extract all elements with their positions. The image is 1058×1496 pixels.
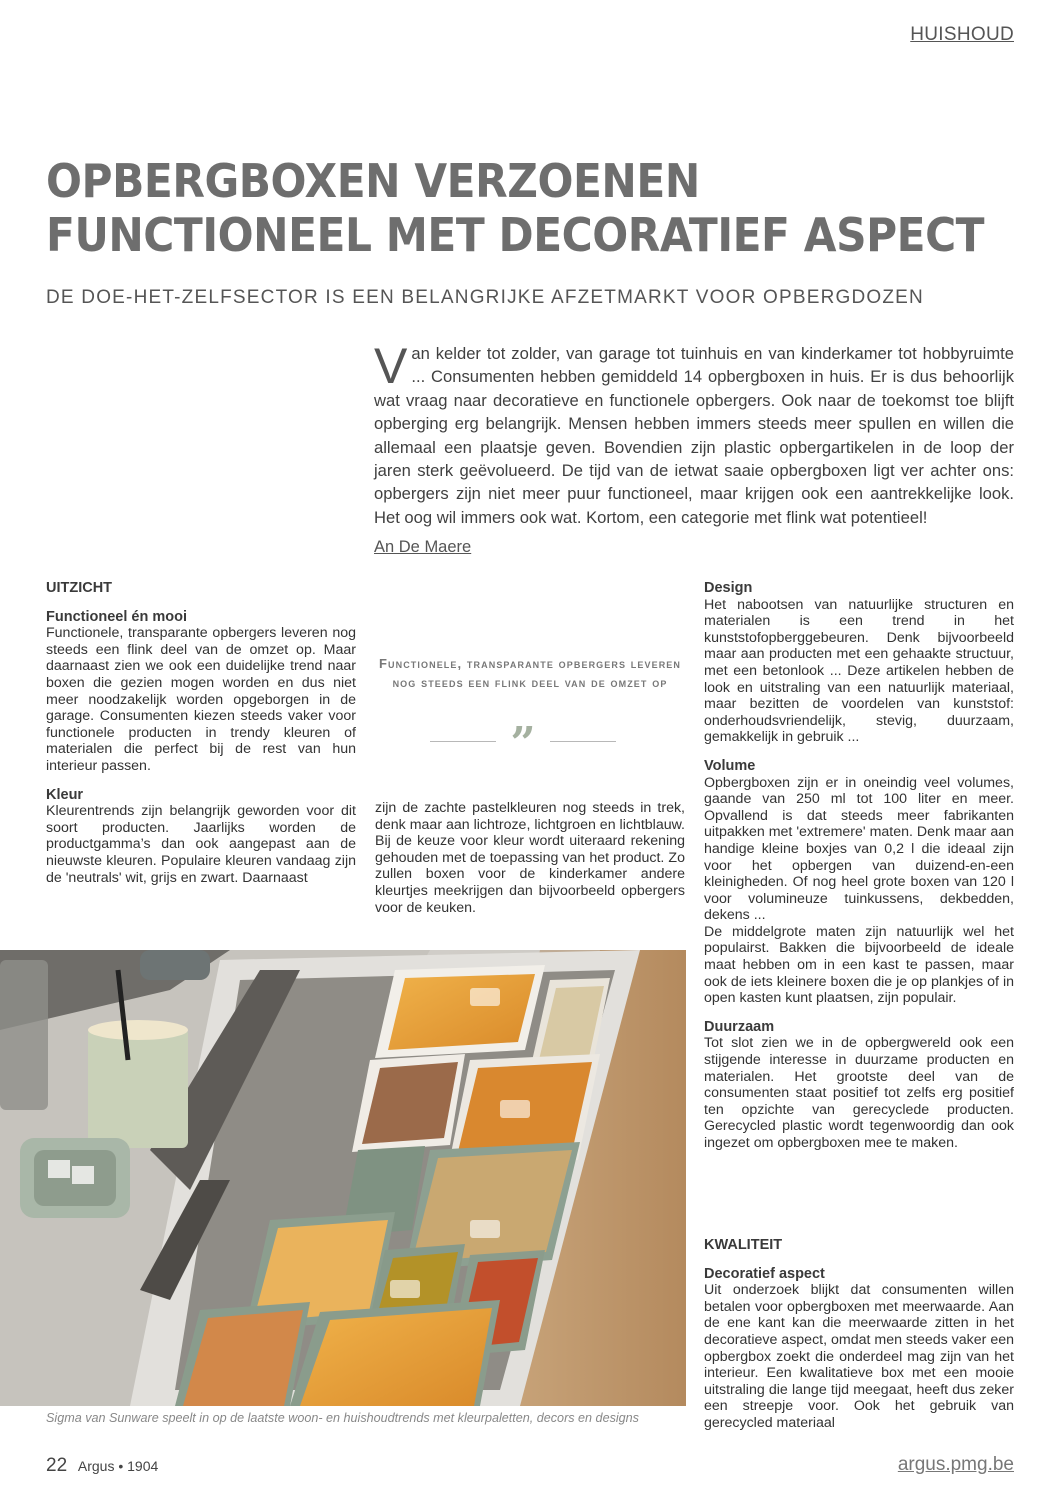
title-line-1: OPBERGBOXEN VERZOENEN xyxy=(46,154,700,208)
paragraph: Het nabootsen van natuurlijke structuren en materialen is een trend in het kunststofopberggebeuren. Denk bijvoorbeeld maar aan producten met een gehaakte structuur, met een betonlook ... Deze artikelen hebben de look en uitstraling van een natuurlijk materiaal, maar bezitten de voordelen van kunststof: onderhoudsvriendelijk, stevig, duurzaam, gemakkelijk in gebruik ... xyxy=(704,596,1014,746)
author-link[interactable]: An De Maere xyxy=(374,538,472,556)
subheading-design: Design xyxy=(704,580,753,596)
website-link[interactable]: argus.pmg.be xyxy=(897,1454,1014,1475)
subheading-volume: Volume xyxy=(704,757,756,774)
section-heading-kwaliteit: KWALITEIT xyxy=(704,1237,783,1253)
subheading-duurzaam: Duurzaam xyxy=(704,1018,775,1035)
footer-left xyxy=(46,1455,158,1477)
quote-mark-icon: ” xyxy=(510,718,536,769)
column-3 xyxy=(704,580,1014,1152)
subheading-kleur: Kleur xyxy=(46,786,84,803)
subheading-decoratief: Decoratief aspect xyxy=(704,1265,825,1282)
column-1 xyxy=(46,580,356,886)
photo-caption: Sigma van Sunware speelt in op de laatste woon- en huishoudtrends met kleurpaletten, decors en designs xyxy=(46,1411,639,1425)
section-heading-uitzicht: UITZICHT xyxy=(46,580,113,596)
photo-illustration xyxy=(0,950,686,1406)
paragraph: Tot slot zien we in de opbergwereld ook een stijgende interesse in duurzame producten en materialen. Het grootste deel van de consumenten staat positief tot zelfs erg positief ten opzichte van gerecyclede producten. Gerecycled plastic wordt tegenwoordig dan ook ingezet om opbergboxen mee te maken. xyxy=(704,1035,1014,1151)
divider xyxy=(430,741,496,742)
paragraph: Functionele, transparante opbergers leveren nog steeds een flink deel van de omzet op. Maar daarnaast zien we ook een duidelijke trend naar boxen die gezien mogen worden en dus niet meer noodzakelijk worden opgeborgen in de garage. Consumenten kiezen steeds vaker voor functionele producten in trendy kleuren of materialen die perfect bij de rest van hun interieur passen. xyxy=(46,625,356,774)
article-subtitle: DE DOE-HET-ZELFSECTOR IS EEN BELANGRIJKE AFZETMARKT VOOR OPBERGDOZEN xyxy=(46,287,924,308)
column-2 xyxy=(375,800,685,916)
intro-text: an kelder tot zolder, van garage tot tuinhuis en van kinderkamer tot hobbyruimte ... Consumenten hebben gemiddeld 14 opbergboxen in huis. Er is dus behoorlijk wat vraag naar decoratieve en functionele opbergers. Ook naar de toekomst toe blijft opberging erg belangrijk. Mensen hebben immers steeds meer spullen en willen die allemaal een plaatsje geven. Bovendien zijn plastic opbergartikelen in de loop der jaren sterk geëvolueerd. De tijd van de ietwat saaie opbergboxen ligt ver achter ons: opbergers zijn niet meer puur functioneel, maar krijgen ook een aantrekkelijke look. Het oog wil immers ook wat. Kortom, een categorie met flink wat potentieel! xyxy=(374,344,1014,527)
paragraph: zijn de zachte pastelkleuren nog steeds in trek, denk maar aan lichtroze, lichtgroen en lichtblauw. Bij de keuze voor kleur wordt uiteraard rekening gehouden met de toepassing van het product. Zo zullen boxen voor de kinderkamer andere kleurtjes meekrijgen dan bijvoorbeeld opbergers voor de keuken. xyxy=(375,800,685,916)
paragraph: Uit onderzoek blijkt dat consumenten willen betalen voor opbergboxen met meerwaarde. Aan de ene kant kan die meerwaarde zitten in het decoratieve aspect, omdat men steeds vaker een opbergbox zoekt die onderdeel mag zijn van het interieur. Een kwalitatieve box met een mooie uitstraling die lange tijd meegaat, heeft dus zeker een streepje voor. Ook het gebruik van gerecycled materiaal xyxy=(704,1282,1014,1431)
title-line-2: FUNCTIONEEL MET DECORATIEF ASPECT xyxy=(46,208,985,262)
magazine-issue: Argus • 1904 xyxy=(77,1458,159,1474)
paragraph: Opbergboxen zijn er in oneindig veel volumes, gaande van 250 ml tot 100 liter en meer. Opvallend is dat steeds meer fabrikanten uitpakken met 'extremere' maten. Denk maar aan handige kleine boxjes van 0,2 l die ideaal zijn voor het opbergen van duizend-en-een kleinigheden. Of nog heel grote boxen van 120 l voor volumineuze tuinkussens, dekbedden, dekens ... xyxy=(704,774,1014,924)
quote-ornament xyxy=(430,718,616,769)
paragraph: Kleurentrends zijn belangrijk geworden voor dit soort producten. Jaarlijks worden de productgamma’s dan ook aangepast aan de nieuwste kleuren. Populaire kleuren vandaag zijn de 'neutrals' wit, grijs en zwart. Daarnaast xyxy=(46,803,356,886)
page-number: 22 xyxy=(46,1455,68,1476)
paragraph: De middelgrote maten zijn natuurlijk wel het populairst. Bakken die bijvoorbeeld de ideale maat hebben om in een kast te passen, maar ook de iets kleinere boxen die je op plankjes of in open kasten kunt plaatsen, zijn populair. xyxy=(704,923,1014,1007)
section-tag[interactable]: HUISHOUD xyxy=(910,24,1014,45)
column-4 xyxy=(704,1237,1014,1432)
intro-paragraph xyxy=(374,338,1014,529)
drop-cap: V xyxy=(374,338,408,394)
pull-quote: Functionele, transparante opbergers leveren nog steeds een flink deel van de omzet op xyxy=(378,656,682,690)
divider xyxy=(550,741,616,742)
subheading-functioneel: Functioneel én mooi xyxy=(46,608,187,625)
drawer-photo xyxy=(0,950,686,1406)
article-title xyxy=(46,154,985,262)
